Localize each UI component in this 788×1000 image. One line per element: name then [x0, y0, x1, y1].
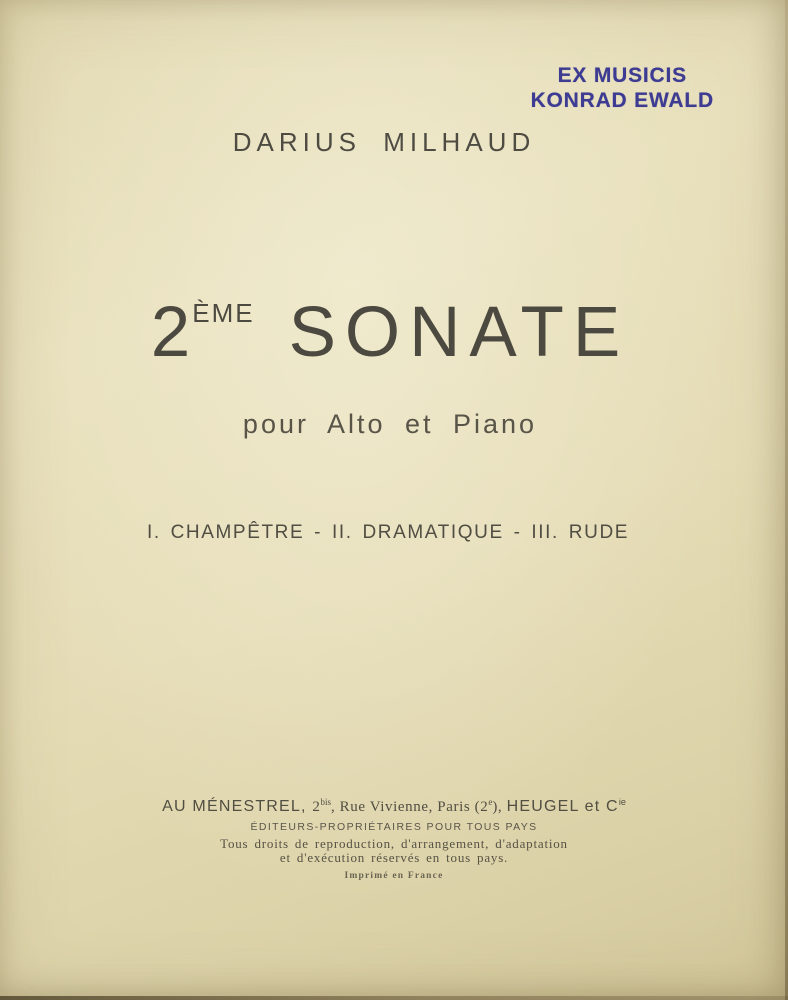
title-number: 2: [150, 293, 191, 372]
main-title: [0, 293, 780, 372]
publisher-name: AU MÉNESTREL,: [162, 798, 313, 815]
movements-list: I. CHAMPÊTRE - II. DRAMATIQUE - III. RUDE: [146, 522, 630, 543]
publisher-street-number: 2: [312, 799, 321, 815]
publisher-cie-superscript: ie: [618, 797, 626, 807]
composer-name: DARIUS MILHAUD: [232, 127, 536, 157]
publisher-bis-superscript: bis: [320, 797, 331, 807]
title-word: SONATE: [288, 293, 630, 372]
rights-line-2: et d'exécution réservés en tous pays.: [279, 850, 509, 865]
publisher-arrondissement-superscript: e: [488, 797, 493, 807]
editors-line: ÉDITEURS-PROPRIÉTAIRES POUR TOUS PAYS: [250, 821, 538, 833]
instrumentation-subtitle: pour Alto et Piano: [242, 409, 538, 439]
stamp-line-2: KONRAD EWALD: [530, 89, 714, 112]
publisher-line: [0, 797, 788, 816]
publisher-address-close: ),: [492, 799, 507, 815]
publisher-address: , Rue Vivienne, Paris (2: [330, 799, 489, 815]
title-superscript: ÈME: [192, 298, 255, 328]
stamp-line-1: EX MUSICIS: [557, 64, 687, 87]
publisher-imprint: [0, 797, 788, 881]
publisher-heugel: HEUGEL et C: [506, 798, 619, 815]
rights-line-1: Tous droits de reproduction, d'arrangement, d'adaptation: [220, 836, 568, 851]
printed-in-france: Imprimé en France: [344, 871, 444, 881]
ownership-stamp: [531, 63, 714, 113]
